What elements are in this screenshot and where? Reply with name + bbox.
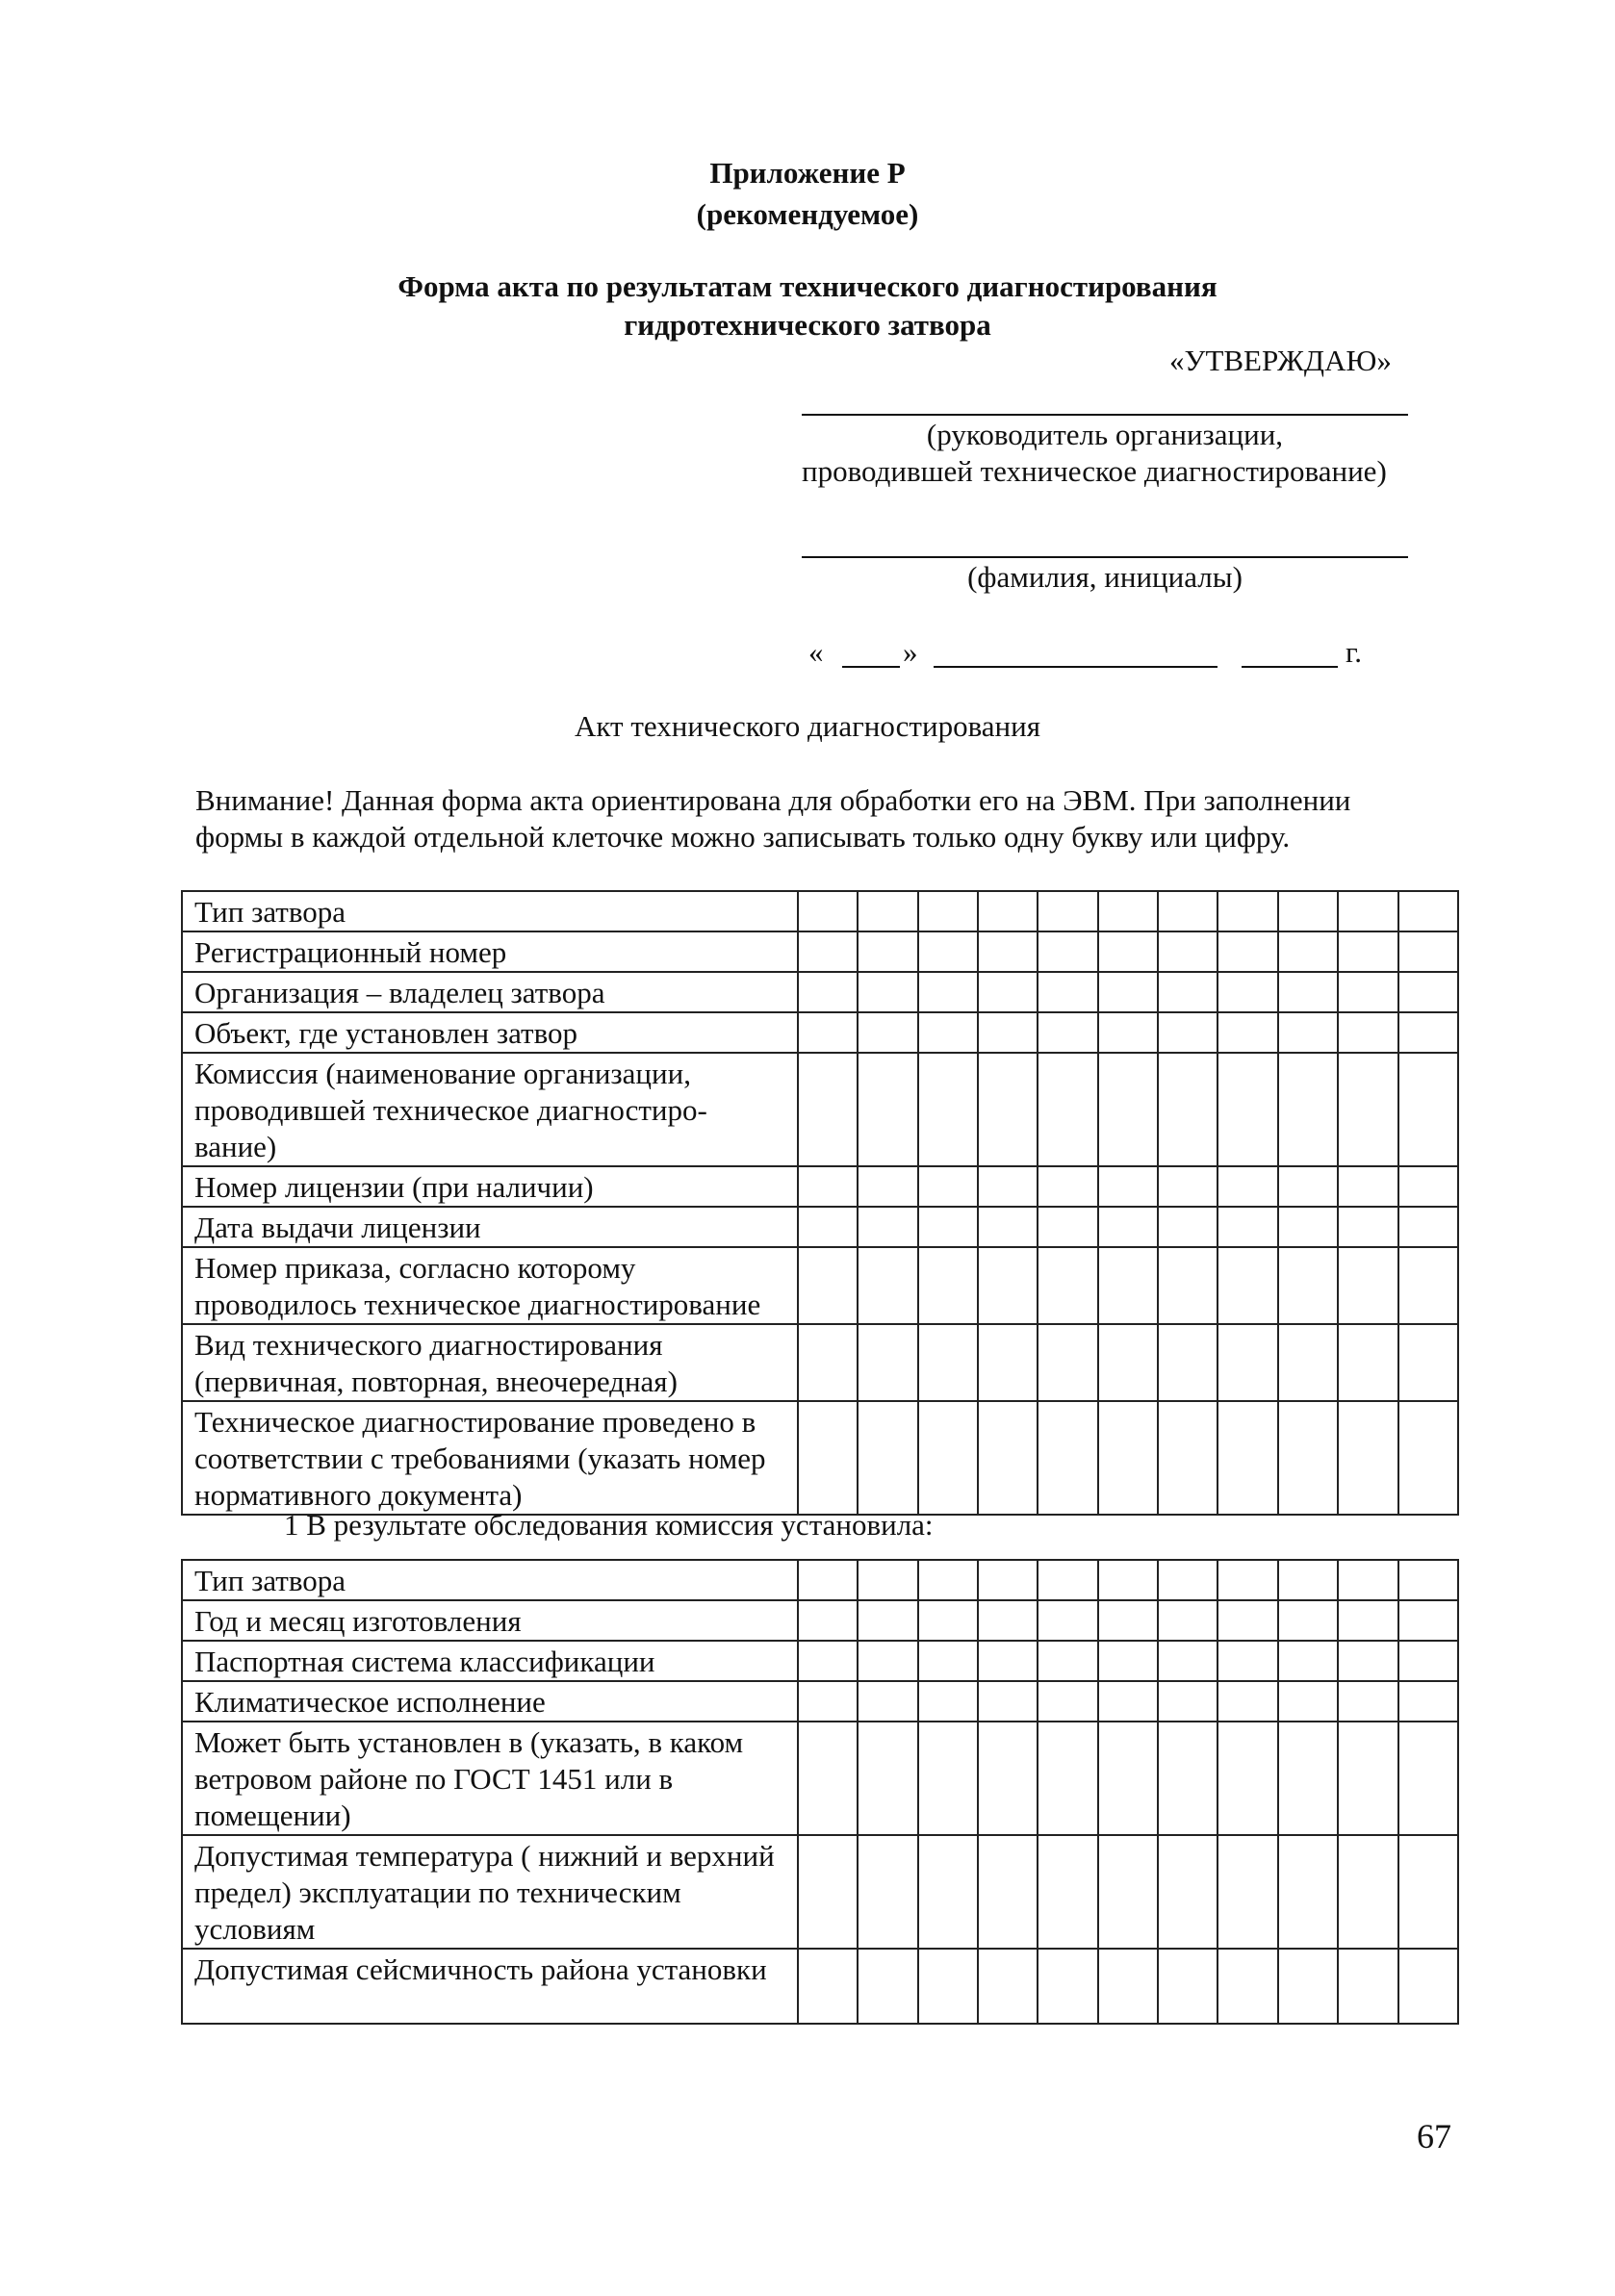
date-open-quote: « — [808, 635, 824, 669]
entry-cell[interactable] — [1398, 1722, 1458, 1835]
entry-cell[interactable] — [798, 972, 858, 1012]
table-row — [182, 1722, 1458, 1835]
entry-cell[interactable] — [858, 1012, 917, 1053]
entry-cell[interactable] — [1398, 1207, 1458, 1247]
entry-cell[interactable] — [1398, 972, 1458, 1012]
entry-cell[interactable] — [798, 931, 858, 972]
entry-cell[interactable] — [1098, 1012, 1158, 1053]
entry-cell[interactable] — [1158, 1324, 1218, 1401]
entry-cell[interactable] — [918, 1324, 978, 1401]
entry-cell[interactable] — [978, 1835, 1038, 1949]
entry-cell[interactable] — [858, 1053, 917, 1166]
entry-cell[interactable] — [1278, 972, 1338, 1012]
entry-cell[interactable] — [1338, 1722, 1397, 1835]
entry-cell[interactable] — [1278, 1560, 1338, 1600]
entry-cell[interactable] — [1038, 972, 1097, 1012]
entry-cell[interactable] — [1278, 1600, 1338, 1641]
section1-title: 1 В результате обследования комиссия установила: — [284, 1508, 934, 1542]
row-label: Допустимая сейсмичность района установки — [182, 1949, 798, 2024]
entry-cell[interactable] — [1158, 1247, 1218, 1324]
entry-cell[interactable] — [1338, 1166, 1397, 1207]
entry-cell[interactable] — [798, 1053, 858, 1166]
entry-cell[interactable] — [978, 1207, 1038, 1247]
table-row — [182, 1324, 1458, 1401]
table-row — [182, 1247, 1458, 1324]
entry-cell[interactable] — [1338, 1641, 1397, 1681]
table-row — [182, 1207, 1458, 1247]
entry-cell[interactable] — [1398, 1053, 1458, 1166]
entry-cell[interactable] — [918, 1835, 978, 1949]
entry-cell[interactable] — [1218, 1207, 1277, 1247]
appendix-title: Приложение Р — [709, 156, 906, 190]
entry-cell[interactable] — [1278, 1247, 1338, 1324]
entry-cell[interactable] — [798, 891, 858, 931]
entry-cell[interactable] — [978, 1247, 1038, 1324]
entry-cell[interactable] — [858, 891, 917, 931]
entry-cell[interactable] — [1398, 891, 1458, 931]
entry-cell[interactable] — [1158, 972, 1218, 1012]
entry-cell[interactable] — [1398, 1012, 1458, 1053]
entry-cell[interactable] — [1098, 972, 1158, 1012]
entry-cell[interactable] — [1218, 1600, 1277, 1641]
entry-cell[interactable] — [1398, 1560, 1458, 1600]
entry-cell[interactable] — [858, 1681, 917, 1722]
entry-cell[interactable] — [1338, 1600, 1397, 1641]
entry-cell[interactable] — [978, 1324, 1038, 1401]
entry-cell[interactable] — [978, 1681, 1038, 1722]
entry-cell[interactable] — [1158, 931, 1218, 972]
entry-cell[interactable] — [1098, 1207, 1158, 1247]
entry-cell[interactable] — [1398, 1401, 1458, 1515]
entry-cell[interactable] — [1098, 1324, 1158, 1401]
entry-cell[interactable] — [1398, 1166, 1458, 1207]
entry-cell[interactable] — [1098, 1949, 1158, 2024]
date-close-quote: » — [903, 635, 918, 669]
entry-cell[interactable] — [1338, 1560, 1397, 1600]
entry-cell[interactable] — [1098, 1053, 1158, 1166]
entry-cell[interactable] — [978, 1560, 1038, 1600]
entry-cell[interactable] — [918, 931, 978, 972]
entry-cell[interactable] — [918, 1600, 978, 1641]
entry-cell[interactable] — [978, 972, 1038, 1012]
entry-cell[interactable] — [1038, 1247, 1097, 1324]
table-row — [182, 972, 1458, 1012]
table-row — [182, 1949, 1458, 2024]
entry-cell[interactable] — [1038, 1053, 1097, 1166]
entry-cell[interactable] — [1338, 1012, 1397, 1053]
entry-cell[interactable] — [1038, 891, 1097, 931]
table-row — [182, 1600, 1458, 1641]
entry-cell[interactable] — [1338, 1247, 1397, 1324]
entry-cell[interactable] — [978, 1053, 1038, 1166]
entry-cell[interactable] — [798, 1600, 858, 1641]
row-label: Год и месяц изготовления — [182, 1600, 798, 1641]
entry-cell[interactable] — [798, 1681, 858, 1722]
notice-line1: Внимание! Данная форма акта ориентирована для обработки его на ЭВМ. При заполнении — [195, 783, 1351, 817]
entry-cell[interactable] — [858, 1641, 917, 1681]
entry-cell[interactable] — [978, 1641, 1038, 1681]
entry-cell[interactable] — [1218, 1560, 1277, 1600]
row-label: Дата выдачи лицензии — [182, 1207, 798, 1247]
row-label: Тип затвора — [182, 1560, 798, 1600]
entry-cell[interactable] — [798, 1012, 858, 1053]
entry-cell[interactable] — [1218, 1166, 1277, 1207]
entry-cell[interactable] — [1098, 1600, 1158, 1641]
entry-cell[interactable] — [1038, 1207, 1097, 1247]
entry-cell[interactable] — [1038, 1600, 1097, 1641]
entry-cell[interactable] — [1218, 1681, 1277, 1722]
entry-cell[interactable] — [1038, 1166, 1097, 1207]
entry-cell[interactable] — [1158, 1949, 1218, 2024]
entry-cell[interactable] — [1338, 1949, 1397, 2024]
date-year-field[interactable] — [1242, 666, 1338, 668]
date-month-field[interactable] — [934, 666, 1218, 668]
entry-cell[interactable] — [1398, 1600, 1458, 1641]
entry-cell[interactable] — [918, 1053, 978, 1166]
entry-cell[interactable] — [858, 1401, 917, 1515]
entry-cell[interactable] — [1338, 1207, 1397, 1247]
entry-cell[interactable] — [1338, 1053, 1397, 1166]
entry-cell[interactable] — [918, 1247, 978, 1324]
entry-cell[interactable] — [1158, 1641, 1218, 1681]
row-label: Регистрационный номер — [182, 931, 798, 972]
table-row — [182, 1681, 1458, 1722]
entry-cell[interactable] — [858, 1324, 917, 1401]
row-label: Организация – владелец затвора — [182, 972, 798, 1012]
entry-cell[interactable] — [1038, 1560, 1097, 1600]
entry-cell[interactable] — [1218, 972, 1277, 1012]
entry-cell[interactable] — [798, 1207, 858, 1247]
table-row — [182, 1166, 1458, 1207]
entry-cell[interactable] — [1278, 891, 1338, 931]
entry-cell[interactable] — [1038, 1012, 1097, 1053]
entry-cell[interactable] — [1098, 1835, 1158, 1949]
entry-cell[interactable] — [798, 1560, 858, 1600]
row-label: Номер приказа, согласно которому проводилось техническое диагностирование — [182, 1247, 798, 1324]
entry-cell[interactable] — [1398, 1949, 1458, 2024]
entry-cell[interactable] — [1158, 1207, 1218, 1247]
entry-cell[interactable] — [1338, 972, 1397, 1012]
entry-cell[interactable] — [1278, 1012, 1338, 1053]
row-label: Тип затвора — [182, 891, 798, 931]
table-row — [182, 1641, 1458, 1681]
survey-table — [181, 1559, 1459, 2025]
entry-cell[interactable] — [1098, 1722, 1158, 1835]
row-label: Техническое диагностирование проведено в соответствии с требованиями (указать номер нормативного документа) — [182, 1401, 798, 1515]
entry-cell[interactable] — [798, 1641, 858, 1681]
entry-cell[interactable] — [918, 1207, 978, 1247]
row-label: Комиссия (наименование организации, проводившей техническое диагностиро-вание) — [182, 1053, 798, 1166]
table-row — [182, 1401, 1458, 1515]
entry-cell[interactable] — [1158, 1600, 1218, 1641]
row-label: Номер лицензии (при наличии) — [182, 1166, 798, 1207]
entry-cell[interactable] — [1098, 1247, 1158, 1324]
entry-cell[interactable] — [1218, 1401, 1277, 1515]
entry-cell[interactable] — [1338, 891, 1397, 931]
entry-cell[interactable] — [1338, 931, 1397, 972]
entry-cell[interactable] — [1038, 1324, 1097, 1401]
entry-cell[interactable] — [1158, 1835, 1218, 1949]
act-title: Акт технического диагностирования — [575, 709, 1040, 743]
entry-cell[interactable] — [858, 1600, 917, 1641]
table-row — [182, 1012, 1458, 1053]
entry-cell[interactable] — [1098, 1681, 1158, 1722]
row-label: Может быть установлен в (указать, в каком ветровом районе по ГОСТ 1451 или в помещении) — [182, 1722, 798, 1835]
entry-cell[interactable] — [918, 1166, 978, 1207]
entry-cell[interactable] — [978, 1722, 1038, 1835]
entry-cell[interactable] — [918, 1012, 978, 1053]
entry-cell[interactable] — [1098, 1560, 1158, 1600]
entry-cell[interactable] — [1398, 1247, 1458, 1324]
entry-cell[interactable] — [1398, 1681, 1458, 1722]
entry-cell[interactable] — [978, 1949, 1038, 2024]
info-table — [181, 890, 1459, 1516]
entry-cell[interactable] — [978, 1012, 1038, 1053]
entry-cell[interactable] — [1218, 1247, 1277, 1324]
entry-cell[interactable] — [978, 1166, 1038, 1207]
entry-cell[interactable] — [1278, 1641, 1338, 1681]
entry-cell[interactable] — [1398, 1324, 1458, 1401]
entry-cell[interactable] — [858, 1247, 917, 1324]
approve-label: «УТВЕРЖДАЮ» — [1169, 344, 1392, 377]
entry-cell[interactable] — [798, 1949, 858, 2024]
entry-cell[interactable] — [1338, 1681, 1397, 1722]
entry-cell[interactable] — [1278, 1324, 1338, 1401]
entry-cell[interactable] — [1158, 1166, 1218, 1207]
row-label: Объект, где установлен затвор — [182, 1012, 798, 1053]
entry-cell[interactable] — [918, 1722, 978, 1835]
entry-cell[interactable] — [1278, 1949, 1338, 2024]
head-caption-line1: (руководитель организации, — [926, 418, 1284, 451]
entry-cell[interactable] — [1398, 1641, 1458, 1681]
name-caption: (фамилия, инициалы) — [967, 560, 1243, 594]
entry-cell[interactable] — [1158, 1401, 1218, 1515]
entry-cell[interactable] — [1338, 1324, 1397, 1401]
page-number: 67 — [1417, 2117, 1451, 2156]
entry-cell[interactable] — [798, 1166, 858, 1207]
entry-cell[interactable] — [978, 931, 1038, 972]
entry-cell[interactable] — [1098, 1401, 1158, 1515]
entry-cell[interactable] — [978, 891, 1038, 931]
entry-cell[interactable] — [918, 972, 978, 1012]
entry-cell[interactable] — [918, 1401, 978, 1515]
entry-cell[interactable] — [1098, 1166, 1158, 1207]
entry-cell[interactable] — [918, 1641, 978, 1681]
entry-cell[interactable] — [918, 1681, 978, 1722]
entry-cell[interactable] — [1038, 1949, 1097, 2024]
entry-cell[interactable] — [1218, 931, 1277, 972]
form-title-line2: гидротехнического затвора — [624, 308, 991, 342]
entry-cell[interactable] — [798, 1835, 858, 1949]
notice-line2: формы в каждой отдельной клеточке можно записывать только одну букву или цифру. — [195, 820, 1291, 854]
entry-cell[interactable] — [1218, 1641, 1277, 1681]
entry-cell[interactable] — [1098, 1641, 1158, 1681]
entry-cell[interactable] — [1278, 1207, 1338, 1247]
entry-cell[interactable] — [1218, 1053, 1277, 1166]
entry-cell[interactable] — [978, 1401, 1038, 1515]
table-row — [182, 931, 1458, 972]
entry-cell[interactable] — [1278, 1835, 1338, 1949]
form-title-line1: Форма акта по результатам технического диагностирования — [397, 269, 1218, 303]
entry-cell[interactable] — [858, 972, 917, 1012]
entry-cell[interactable] — [1278, 1401, 1338, 1515]
entry-cell[interactable] — [1398, 1835, 1458, 1949]
entry-cell[interactable] — [1218, 1835, 1277, 1949]
entry-cell[interactable] — [918, 1560, 978, 1600]
entry-cell[interactable] — [1278, 931, 1338, 972]
entry-cell[interactable] — [1218, 1012, 1277, 1053]
entry-cell[interactable] — [1338, 1835, 1397, 1949]
entry-cell[interactable] — [1158, 1012, 1218, 1053]
entry-cell[interactable] — [1278, 1722, 1338, 1835]
entry-cell[interactable] — [1218, 1949, 1277, 2024]
date-day-field[interactable] — [842, 666, 900, 668]
entry-cell[interactable] — [1338, 1401, 1397, 1515]
entry-cell[interactable] — [798, 1247, 858, 1324]
entry-cell[interactable] — [1158, 1681, 1218, 1722]
table-row — [182, 1560, 1458, 1600]
entry-cell[interactable] — [1098, 891, 1158, 931]
entry-cell[interactable] — [1218, 891, 1277, 931]
table-row — [182, 1835, 1458, 1949]
year-suffix: г. — [1346, 635, 1362, 669]
entry-cell[interactable] — [1158, 1560, 1218, 1600]
head-caption-line2: проводившей техническое диагностирование) — [802, 454, 1387, 488]
entry-cell[interactable] — [1278, 1681, 1338, 1722]
entry-cell[interactable] — [858, 1207, 917, 1247]
entry-cell[interactable] — [1158, 891, 1218, 931]
entry-cell[interactable] — [798, 1401, 858, 1515]
entry-cell[interactable] — [798, 1722, 858, 1835]
entry-cell[interactable] — [858, 931, 917, 972]
table-row — [182, 1053, 1458, 1166]
entry-cell[interactable] — [918, 1949, 978, 2024]
entry-cell[interactable] — [1038, 1835, 1097, 1949]
entry-cell[interactable] — [978, 1600, 1038, 1641]
entry-cell[interactable] — [1158, 1053, 1218, 1166]
entry-cell[interactable] — [1398, 931, 1458, 972]
entry-cell[interactable] — [858, 1166, 917, 1207]
entry-cell[interactable] — [798, 1324, 858, 1401]
entry-cell[interactable] — [1038, 931, 1097, 972]
entry-cell[interactable] — [1098, 931, 1158, 972]
entry-cell[interactable] — [858, 1835, 917, 1949]
entry-cell[interactable] — [1158, 1722, 1218, 1835]
entry-cell[interactable] — [858, 1722, 917, 1835]
entry-cell[interactable] — [1038, 1722, 1097, 1835]
appendix-note: (рекомендуемое) — [696, 197, 919, 231]
entry-cell[interactable] — [1038, 1401, 1097, 1515]
table-row — [182, 891, 1458, 931]
entry-cell[interactable] — [1218, 1324, 1277, 1401]
entry-cell[interactable] — [1038, 1641, 1097, 1681]
entry-cell[interactable] — [858, 1949, 917, 2024]
entry-cell[interactable] — [1218, 1722, 1277, 1835]
entry-cell[interactable] — [1278, 1053, 1338, 1166]
entry-cell[interactable] — [858, 1560, 917, 1600]
row-label: Паспортная система классификации — [182, 1641, 798, 1681]
entry-cell[interactable] — [1278, 1166, 1338, 1207]
row-label: Вид технического диагностирования (первичная, повторная, внеочередная) — [182, 1324, 798, 1401]
entry-cell[interactable] — [918, 891, 978, 931]
row-label: Климатическое исполнение — [182, 1681, 798, 1722]
row-label: Допустимая температура ( нижний и верхний предел) эксплуатации по техническим условиям — [182, 1835, 798, 1949]
entry-cell[interactable] — [1038, 1681, 1097, 1722]
